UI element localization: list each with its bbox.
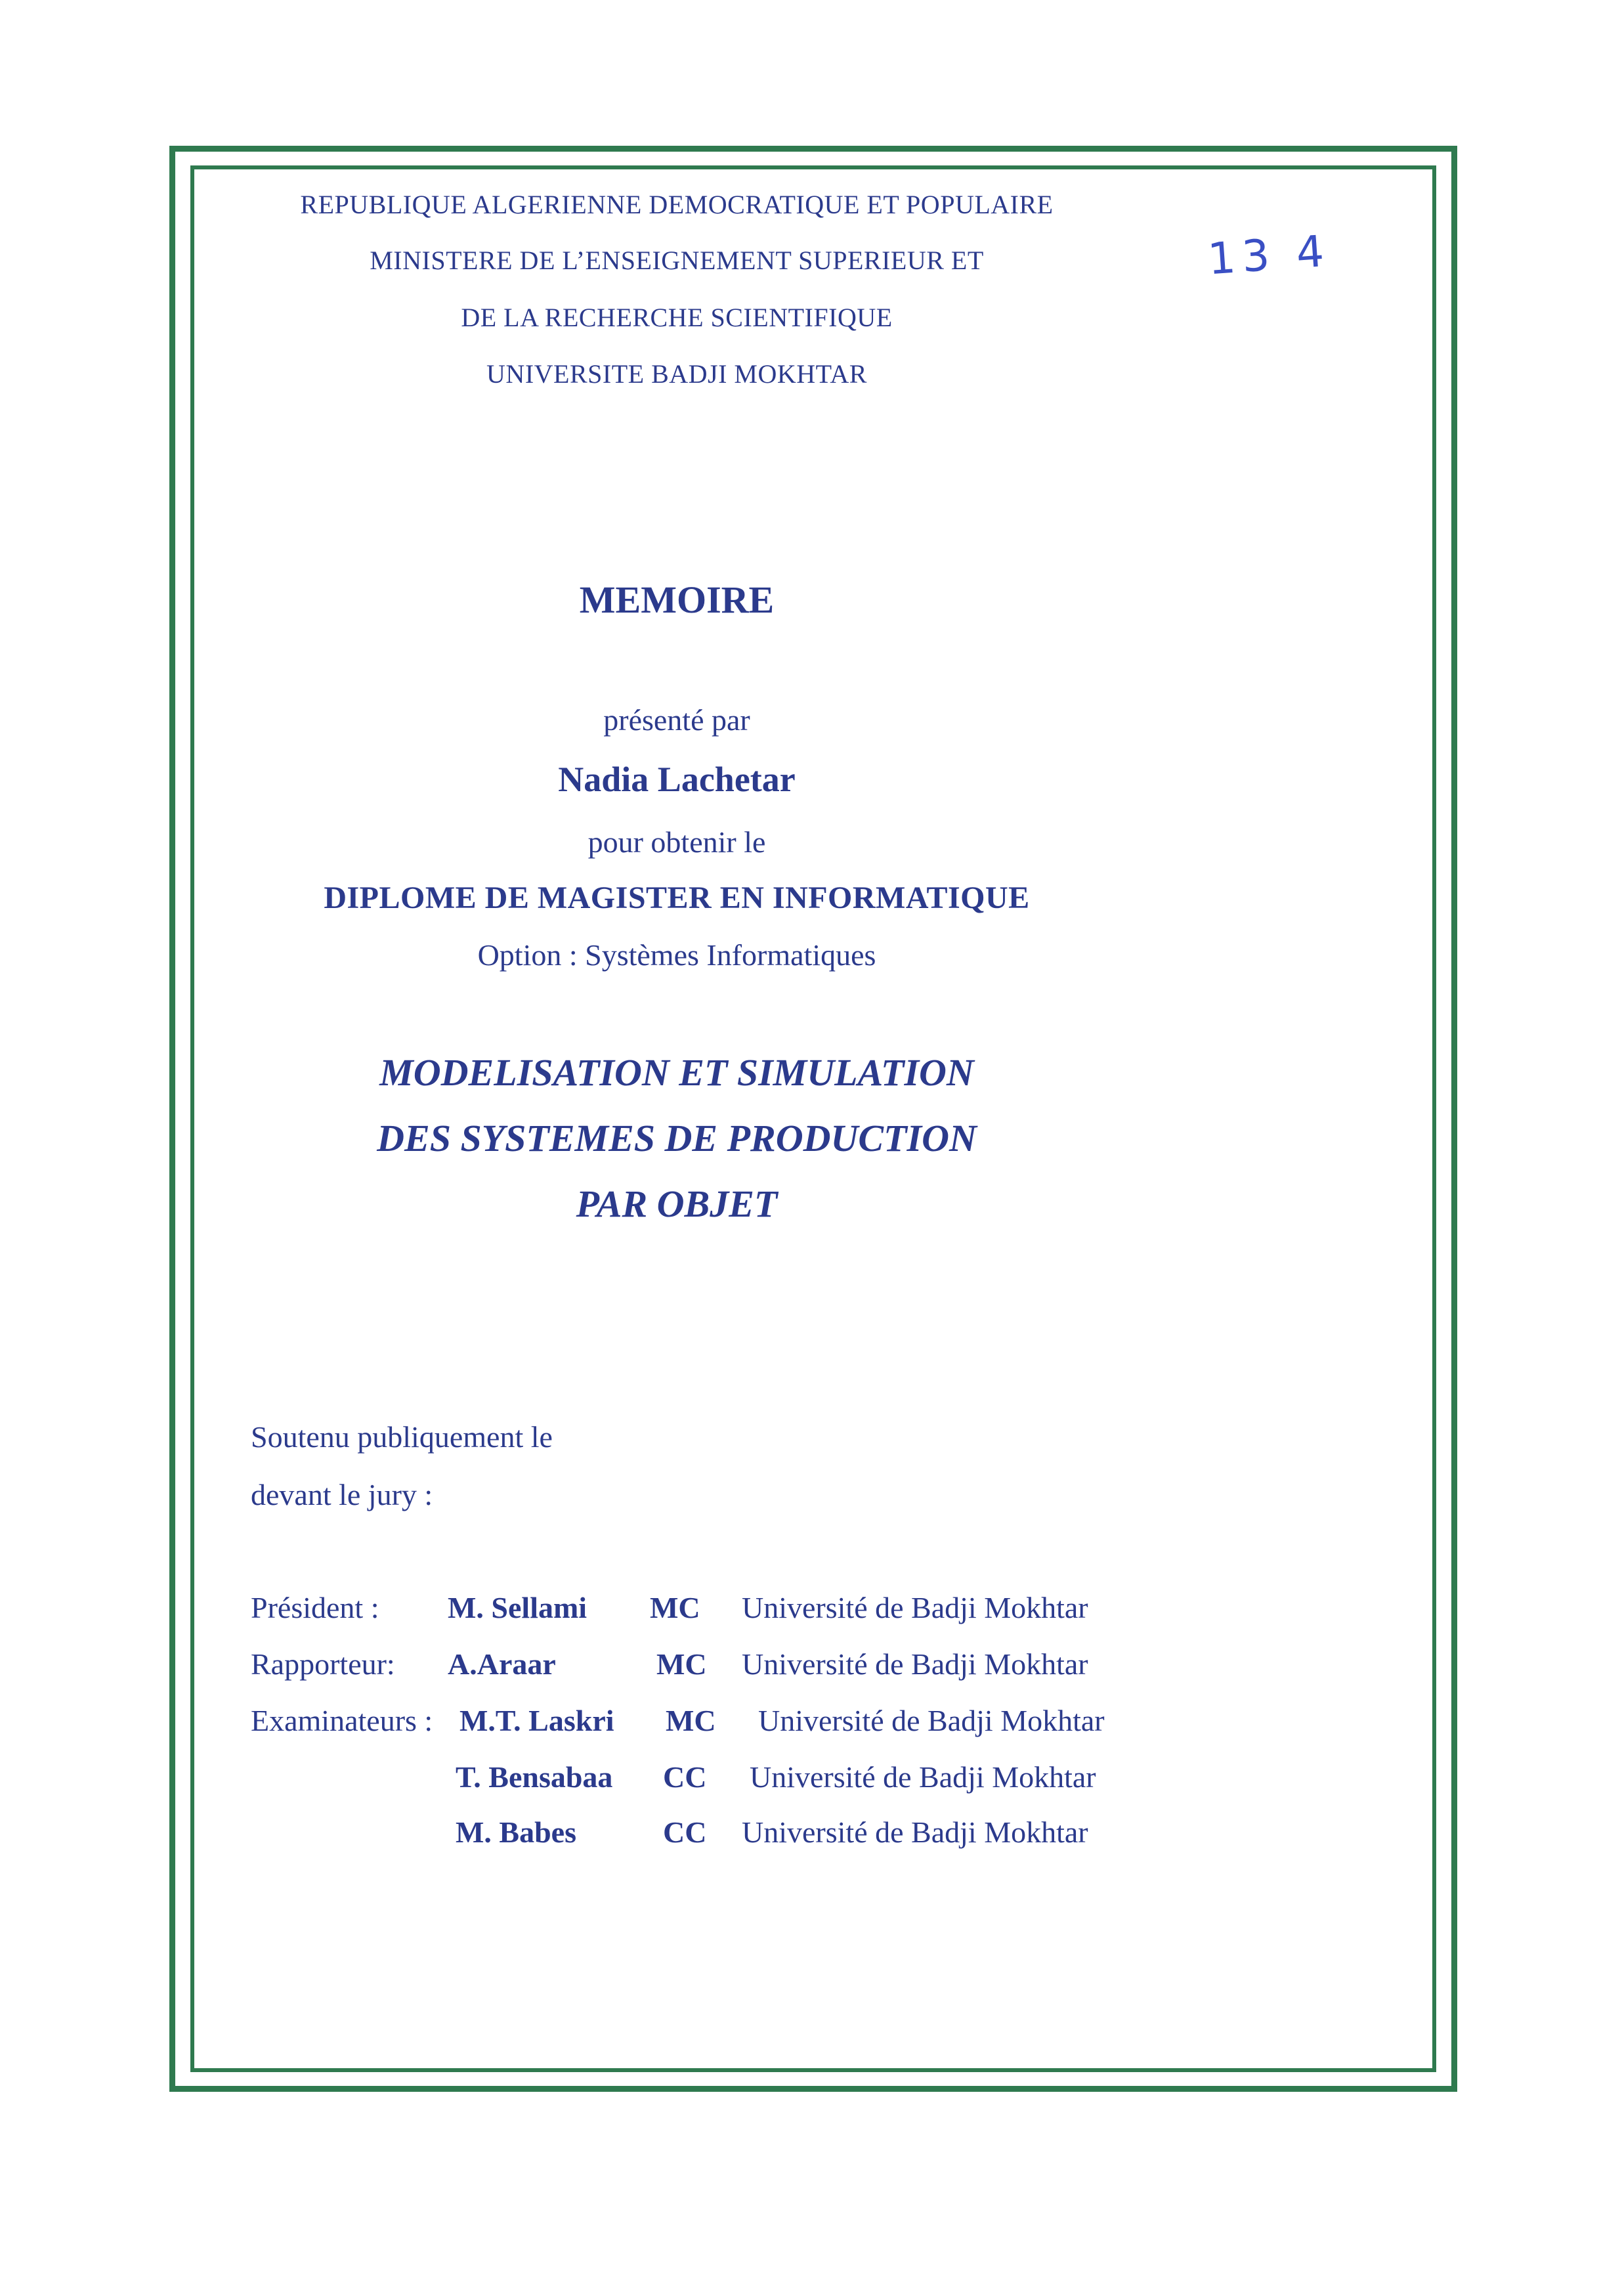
- thesis-title-line-3: PAR OBJET: [576, 1182, 778, 1225]
- jury-institution: Université de Badji Mokhtar: [758, 1704, 1105, 1737]
- diploma-title: DIPLOME DE MAGISTER EN INFORMATIQUE: [324, 880, 1030, 915]
- jury-grade: CC: [663, 1815, 707, 1849]
- presented-by-label: présenté par: [603, 703, 750, 737]
- jury-name: A.Araar: [448, 1647, 556, 1681]
- jury-role: Président :: [251, 1591, 379, 1624]
- jury-grade: CC: [663, 1760, 707, 1794]
- defense-public-label: Soutenu publiquement le: [251, 1420, 553, 1454]
- jury-institution: Université de Badji Mokhtar: [742, 1647, 1088, 1681]
- thesis-title-line-1: MODELISATION ET SIMULATION: [379, 1051, 974, 1094]
- jury-name: T. Bensabaa: [456, 1760, 613, 1794]
- document-type: MEMOIRE: [579, 578, 775, 621]
- jury-grade: MC: [656, 1647, 707, 1681]
- header-line-research: DE LA RECHERCHE SCIENTIFIQUE: [461, 303, 893, 332]
- jury-role: Rapporteur:: [251, 1647, 395, 1681]
- option-label: Option : Systèmes Informatiques: [477, 938, 876, 972]
- jury-name: M. Sellami: [448, 1591, 587, 1624]
- author-name: Nadia Lachetar: [558, 760, 796, 799]
- jury-role: Examinateurs :: [251, 1704, 433, 1737]
- header-line-ministry: MINISTERE DE L’ENSEIGNEMENT SUPERIEUR ET: [370, 246, 984, 275]
- jury-institution: Université de Badji Mokhtar: [742, 1815, 1088, 1849]
- jury-name: M.T. Laskri: [459, 1704, 614, 1737]
- header-line-republic: REPUBLIQUE ALGERIENNE DEMOCRATIQUE ET POPULAIRE: [300, 190, 1054, 219]
- defense-jury-label: devant le jury :: [251, 1478, 433, 1511]
- jury-grade: MC: [650, 1591, 700, 1624]
- thesis-title-line-2: DES SYSTEMES DE PRODUCTION: [377, 1117, 977, 1159]
- jury-institution: Université de Badji Mokhtar: [742, 1591, 1088, 1624]
- jury-name: M. Babes: [456, 1815, 576, 1849]
- header-line-university: UNIVERSITE BADJI MOKHTAR: [486, 359, 867, 389]
- purpose-label: pour obtenir le: [587, 825, 766, 859]
- jury-grade: MC: [666, 1704, 716, 1737]
- jury-institution: Université de Badji Mokhtar: [750, 1760, 1096, 1794]
- handwritten-page-number: 13 4: [1206, 225, 1333, 285]
